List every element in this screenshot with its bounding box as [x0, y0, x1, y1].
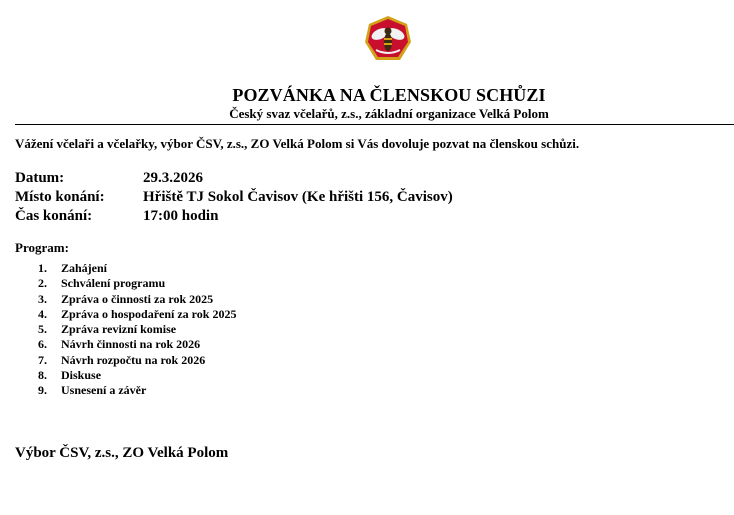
item-number: 3. [38, 291, 47, 306]
meeting-details [15, 169, 453, 226]
detail-value: 17:00 hodin [143, 208, 219, 224]
program-list [38, 261, 236, 399]
header-divider [15, 124, 734, 125]
item-text: Návrh rozpočtu na rok 2026 [61, 352, 206, 367]
list-item [38, 276, 236, 291]
list-item [38, 292, 236, 307]
list-item [38, 353, 236, 368]
item-number: 7. [38, 352, 47, 367]
item-number: 6. [38, 337, 47, 352]
item-number: 9. [38, 383, 47, 398]
detail-value: Hřiště TJ Sokol Čavisov (Ke hřišti 156, Čavisov) [143, 189, 453, 205]
item-number: 8. [38, 368, 47, 383]
item-text: Zpráva revizní komise [61, 322, 177, 337]
item-text: Návrh činnosti na rok 2026 [61, 337, 201, 352]
list-item [38, 322, 236, 337]
item-number: 2. [38, 276, 47, 291]
detail-row-date [15, 169, 453, 188]
item-text: Diskuse [61, 368, 102, 383]
list-item [38, 368, 236, 383]
list-item [38, 383, 236, 398]
organization-subtitle: Český svaz včelařů, z.s., základní organizace Velká Polom [229, 106, 549, 121]
greeting-text: Vážení včelaři a včelařky, výbor ČSV, z.s., ZO Velká Polom si Vás dovoluje pozvat na členskou schůzi. [15, 136, 580, 151]
item-number: 5. [38, 322, 47, 337]
beekeeper-association-emblem-icon [362, 14, 414, 66]
detail-label: Datum: [15, 170, 65, 186]
list-item [38, 337, 236, 352]
detail-row-time [15, 207, 453, 226]
item-number: 1. [38, 261, 47, 275]
item-text: Schválení programu [61, 276, 166, 291]
list-item [38, 261, 236, 276]
detail-label: Čas konání: [15, 208, 93, 224]
item-text: Zpráva o činnosti za rok 2025 [61, 291, 214, 306]
item-number: 4. [38, 306, 47, 321]
list-item [38, 307, 236, 322]
detail-row-place [15, 188, 453, 207]
invitation-title: POZVÁNKA NA ČLENSKOU SCHŮZI [232, 85, 546, 105]
program-heading: Program: [15, 240, 69, 255]
item-text: Zpráva o hospodaření za rok 2025 [61, 306, 237, 321]
detail-value: 29.3.2026 [143, 170, 203, 186]
signature: Výbor ČSV, z.s., ZO Velká Polom [15, 445, 229, 461]
item-text: Zahájení [61, 261, 108, 275]
detail-label: Místo konání: [15, 189, 105, 205]
item-text: Usnesení a závěr [61, 383, 147, 398]
